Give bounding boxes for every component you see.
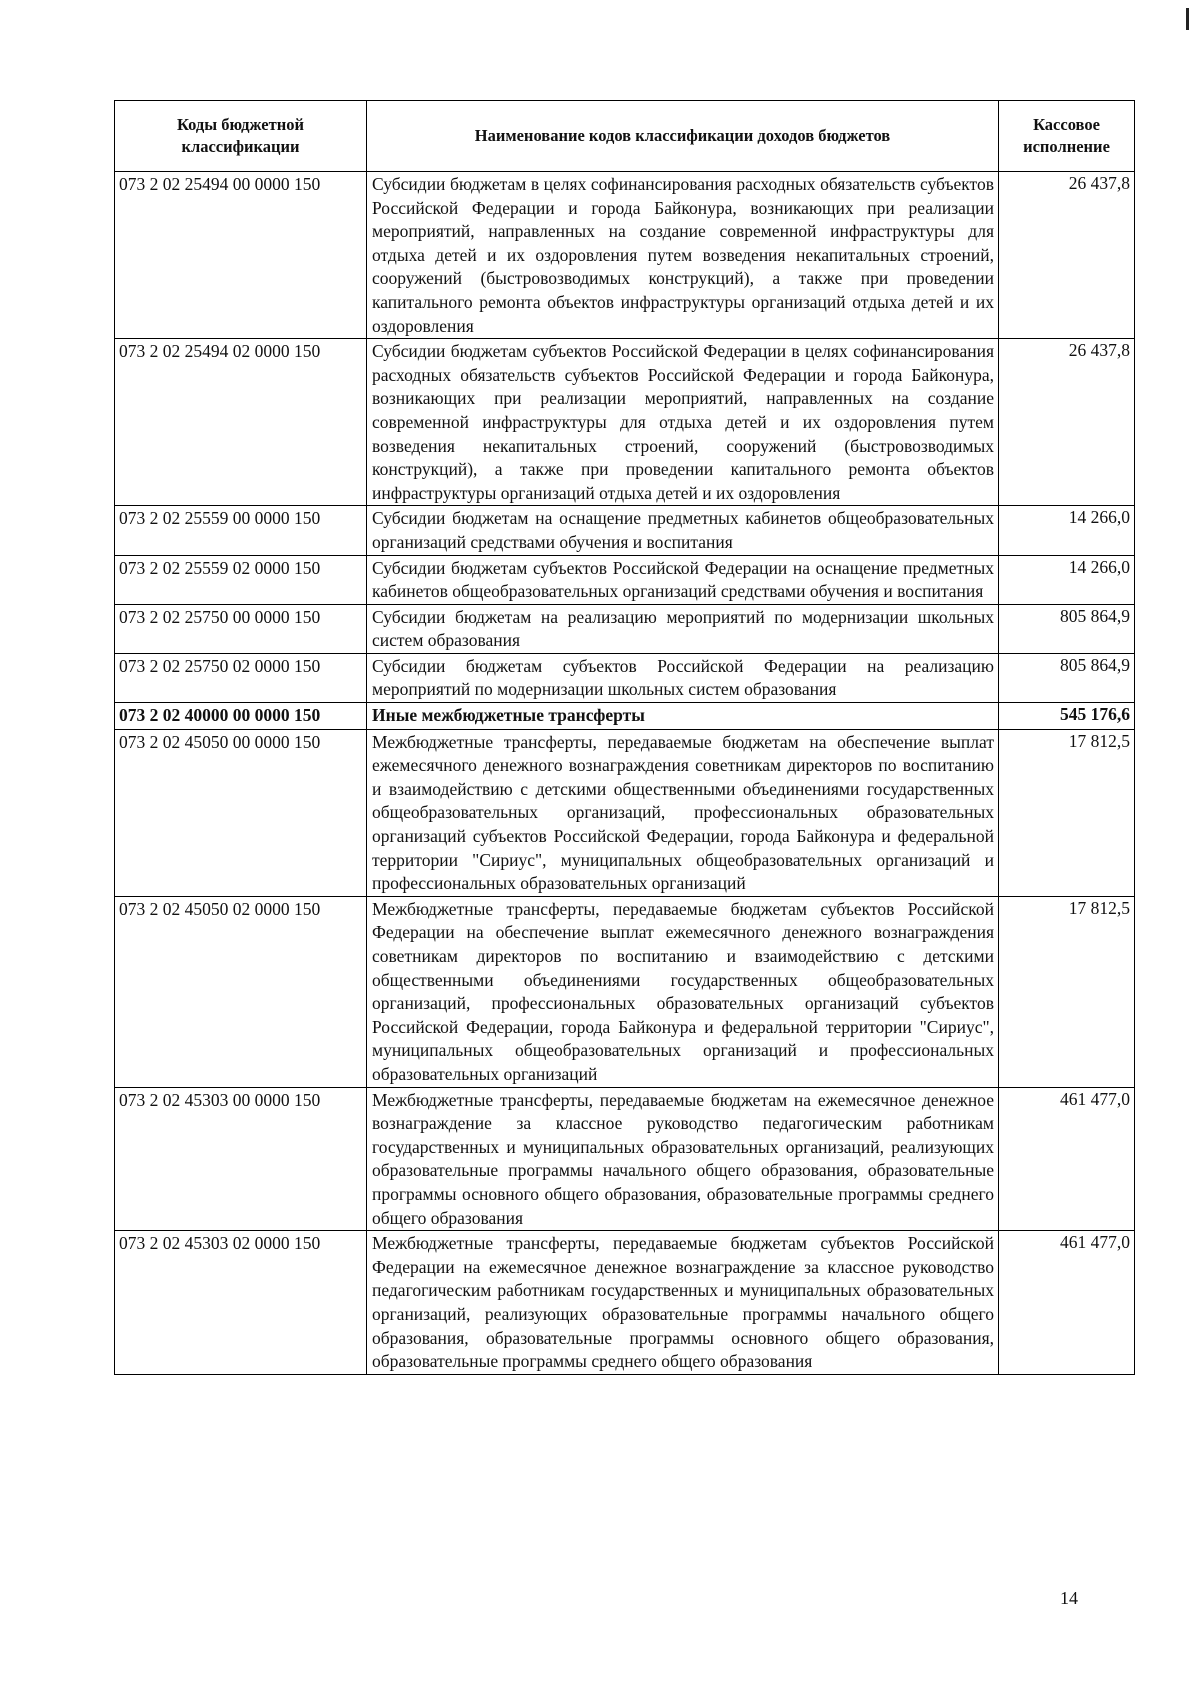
- row-sum: 461 477,0: [999, 1087, 1135, 1231]
- row-sum: 26 437,8: [999, 172, 1135, 339]
- row-code: 073 2 02 25750 00 0000 150: [115, 604, 367, 653]
- table-row: [115, 653, 1135, 702]
- row-sum: 805 864,9: [999, 604, 1135, 653]
- row-sum: 545 176,6: [999, 703, 1135, 730]
- row-code: 073 2 02 45050 02 0000 150: [115, 896, 367, 1087]
- row-sum: 461 477,0: [999, 1231, 1135, 1375]
- row-name: Межбюджетные трансферты, передаваемые бюджетам на обеспечение выплат ежемесячного денежного вознаграждения советникам директоров по воспитанию и взаимодействию с детскими общественными объединениями государственных общеобразовательных организаций, профессиональных образовательных организаций субъектов Российской Федерации, города Байконура и федеральной территории "Сириус", муниципальных общеобразовательных организаций и профессиональных образовательных организаций: [367, 729, 999, 896]
- header-code: Коды бюджетной классификации: [115, 101, 367, 172]
- row-code: 073 2 02 45303 00 0000 150: [115, 1087, 367, 1231]
- row-sum: 14 266,0: [999, 555, 1135, 604]
- row-code: 073 2 02 45050 00 0000 150: [115, 729, 367, 896]
- document-page: [114, 100, 1134, 1375]
- row-name: Иные межбюджетные трансферты: [367, 703, 999, 730]
- header-sum: Кассовое исполнение: [999, 101, 1135, 172]
- row-sum: 26 437,8: [999, 339, 1135, 506]
- row-code: 073 2 02 25494 02 0000 150: [115, 339, 367, 506]
- row-sum: 17 812,5: [999, 896, 1135, 1087]
- row-name: Субсидии бюджетам на реализацию мероприятий по модернизации школьных систем образования: [367, 604, 999, 653]
- row-name: Субсидии бюджетам в целях софинансирования расходных обязательств субъектов Российской Федерации и города Байконура, возникающих при реализации мероприятий, направленных на создание современной инфраструктуры для отдыха детей и их оздоровления путем возведения некапитальных строений, сооружений (быстровозводимых конструкций), а также при проведении капитального ремонта объектов инфраструктуры организаций отдыха детей и их оздоровления: [367, 172, 999, 339]
- row-code: 073 2 02 25494 00 0000 150: [115, 172, 367, 339]
- row-sum: 14 266,0: [999, 506, 1135, 555]
- table-row: [115, 172, 1135, 339]
- budget-table: [114, 100, 1135, 1375]
- row-name: Субсидии бюджетам на оснащение предметных кабинетов общеобразовательных организаций средствами обучения и воспитания: [367, 506, 999, 555]
- table-row: [115, 729, 1135, 896]
- row-name: Межбюджетные трансферты, передаваемые бюджетам субъектов Российской Федерации на ежемесячное денежное вознаграждение за классное руководство педагогическим работникам государственных и муниципальных образовательных организаций, реализующих образовательные программы начального общего образования, образовательные программы основного общего образования, образовательные программы среднего общего образования: [367, 1231, 999, 1375]
- page-number: 14: [1060, 1588, 1078, 1608]
- row-code: 073 2 02 25559 02 0000 150: [115, 555, 367, 604]
- table-row: [115, 555, 1135, 604]
- table-row: [115, 896, 1135, 1087]
- table-header-row: [115, 101, 1135, 172]
- row-code: 073 2 02 40000 00 0000 150: [115, 703, 367, 730]
- table-row: [115, 1087, 1135, 1231]
- table-row: [115, 1231, 1135, 1375]
- table-row: [115, 339, 1135, 506]
- row-name: Субсидии бюджетам субъектов Российской Федерации на реализацию мероприятий по модернизации школьных систем образования: [367, 653, 999, 702]
- row-name: Межбюджетные трансферты, передаваемые бюджетам на ежемесячное денежное вознаграждение за классное руководство педагогическим работникам государственных и муниципальных образовательных организаций, реализующих образовательные программы начального общего образования, образовательные программы основного общего образования, образовательные программы среднего общего образования: [367, 1087, 999, 1231]
- row-name: Межбюджетные трансферты, передаваемые бюджетам субъектов Российской Федерации на обеспечение выплат ежемесячного денежного вознаграждения советникам директоров по воспитанию и взаимодействию с детскими общественными объединениями государственных общеобразовательных организаций, профессиональных образовательных организаций субъектов Российской Федерации, города Байконура и федеральной территории "Сириус", муниципальных общеобразовательных организаций и профессиональных образовательных организаций: [367, 896, 999, 1087]
- scan-artifact: [1186, 8, 1189, 30]
- header-name: Наименование кодов классификации доходов бюджетов: [367, 101, 999, 172]
- row-code: 073 2 02 25559 00 0000 150: [115, 506, 367, 555]
- table-row-subtotal: [115, 703, 1135, 730]
- row-code: 073 2 02 45303 02 0000 150: [115, 1231, 367, 1375]
- row-code: 073 2 02 25750 02 0000 150: [115, 653, 367, 702]
- row-sum: 17 812,5: [999, 729, 1135, 896]
- row-sum: 805 864,9: [999, 653, 1135, 702]
- table-row: [115, 506, 1135, 555]
- row-name: Субсидии бюджетам субъектов Российской Федерации на оснащение предметных кабинетов общеобразовательных организаций средствами обучения и воспитания: [367, 555, 999, 604]
- row-name: Субсидии бюджетам субъектов Российской Федерации в целях софинансирования расходных обязательств субъектов Российской Федерации и города Байконура, возникающих при реализации мероприятий, направленных на создание современной инфраструктуры для отдыха детей и их оздоровления путем возведения некапитальных строений, сооружений (быстровозводимых конструкций), а также при проведении капитального ремонта объектов инфраструктуры организаций отдыха детей и их оздоровления: [367, 339, 999, 506]
- table-row: [115, 604, 1135, 653]
